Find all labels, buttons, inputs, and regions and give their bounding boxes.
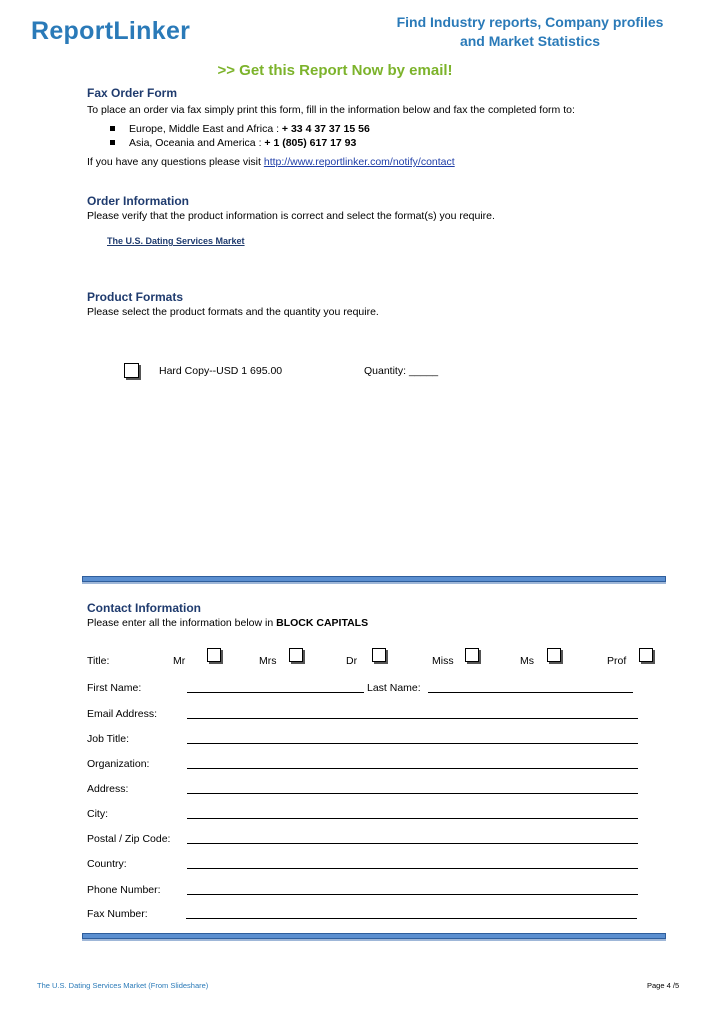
- city-field[interactable]: [187, 818, 638, 819]
- email-field[interactable]: [187, 718, 638, 719]
- first-name-label: First Name:: [87, 682, 142, 694]
- job-title-field[interactable]: [187, 743, 638, 744]
- header-tagline: [380, 13, 680, 51]
- reportlinker-logo: ReportLinker: [31, 17, 191, 45]
- title-prof-checkbox[interactable]: [639, 648, 653, 662]
- title-label: Title:: [87, 655, 110, 667]
- section-divider: [82, 576, 666, 582]
- email-label: Email Address:: [87, 708, 158, 720]
- title-miss-checkbox[interactable]: [465, 648, 479, 662]
- title-mrs-checkbox[interactable]: [289, 648, 303, 662]
- first-name-field[interactable]: [187, 692, 364, 693]
- hard-copy-checkbox[interactable]: [124, 363, 139, 378]
- order-info-text: Please verify that the product information is correct and select the format(s) you require.: [87, 210, 495, 222]
- fax-region-apac: [110, 137, 356, 149]
- organization-label: Organization:: [87, 758, 150, 770]
- title-mr-checkbox[interactable]: [207, 648, 221, 662]
- bullet-icon: [110, 140, 115, 145]
- region-label: Europe, Middle East and Africa :: [129, 123, 282, 135]
- title-prof-label: Prof: [607, 655, 627, 667]
- section-divider-bottom: [82, 933, 666, 939]
- country-field[interactable]: [187, 868, 638, 869]
- organization-field[interactable]: [187, 768, 638, 769]
- phone-field[interactable]: [187, 894, 638, 895]
- tagline-line-1: Find Industry reports, Company profiles: [396, 14, 664, 30]
- city-label: City:: [87, 808, 108, 820]
- address-field[interactable]: [187, 793, 638, 794]
- title-ms-label: Ms: [520, 655, 534, 667]
- get-report-email-link[interactable]: >> Get this Report Now by email!: [217, 62, 453, 79]
- footer-document-title: The U.S. Dating Services Market (From Slideshare): [37, 981, 209, 990]
- last-name-field[interactable]: [428, 692, 633, 693]
- contact-info-text: [87, 617, 368, 629]
- phone-label: Phone Number:: [87, 884, 161, 896]
- questions-prefix: If you have any questions please visit: [87, 156, 264, 168]
- address-label: Address:: [87, 783, 129, 795]
- country-label: Country:: [87, 858, 127, 870]
- title-mrs-label: Mrs: [259, 655, 277, 667]
- hard-copy-label: Hard Copy--USD 1 695.00: [159, 365, 283, 377]
- region-number: + 33 4 37 37 15 56: [281, 123, 370, 135]
- job-title-label: Job Title:: [87, 733, 130, 745]
- last-name-label: Last Name:: [367, 682, 421, 694]
- product-formats-text: Please select the product formats and the quantity you require.: [87, 306, 379, 318]
- title-mr-label: Mr: [173, 655, 186, 667]
- tagline-line-2: and Market Statistics: [459, 33, 601, 49]
- product-title-link[interactable]: The U.S. Dating Services Market: [107, 236, 245, 246]
- bullet-icon: [110, 126, 115, 131]
- product-formats-heading: Product Formats: [87, 290, 184, 304]
- title-ms-checkbox[interactable]: [547, 648, 561, 662]
- fax-region-emea: [110, 123, 370, 135]
- title-dr-checkbox[interactable]: [372, 648, 386, 662]
- fax-order-heading: Fax Order Form: [87, 86, 178, 100]
- title-dr-label: Dr: [346, 655, 358, 667]
- postal-code-label: Postal / Zip Code:: [87, 833, 171, 845]
- quantity-field[interactable]: Quantity: _____: [364, 365, 439, 377]
- fax-number-label: Fax Number:: [87, 908, 148, 920]
- region-label: Asia, Oceania and America :: [129, 137, 265, 149]
- contact-text-prefix: Please enter all the information below in: [87, 617, 277, 629]
- contact-link[interactable]: http://www.reportlinker.com/notify/contact: [263, 156, 455, 168]
- order-info-heading: Order Information: [87, 194, 190, 208]
- fax-intro-text: To place an order via fax simply print this form, fill in the information below and fax the completed form to:: [87, 104, 575, 116]
- region-number: + 1 (805) 617 17 93: [264, 137, 357, 149]
- questions-text: [87, 156, 455, 168]
- title-miss-label: Miss: [432, 655, 454, 667]
- block-capitals-text: BLOCK CAPITALS: [276, 617, 369, 629]
- postal-code-field[interactable]: [187, 843, 638, 844]
- footer-page-number: Page 4 /5: [647, 981, 680, 990]
- fax-number-field[interactable]: [186, 918, 637, 919]
- contact-info-heading: Contact Information: [87, 601, 201, 615]
